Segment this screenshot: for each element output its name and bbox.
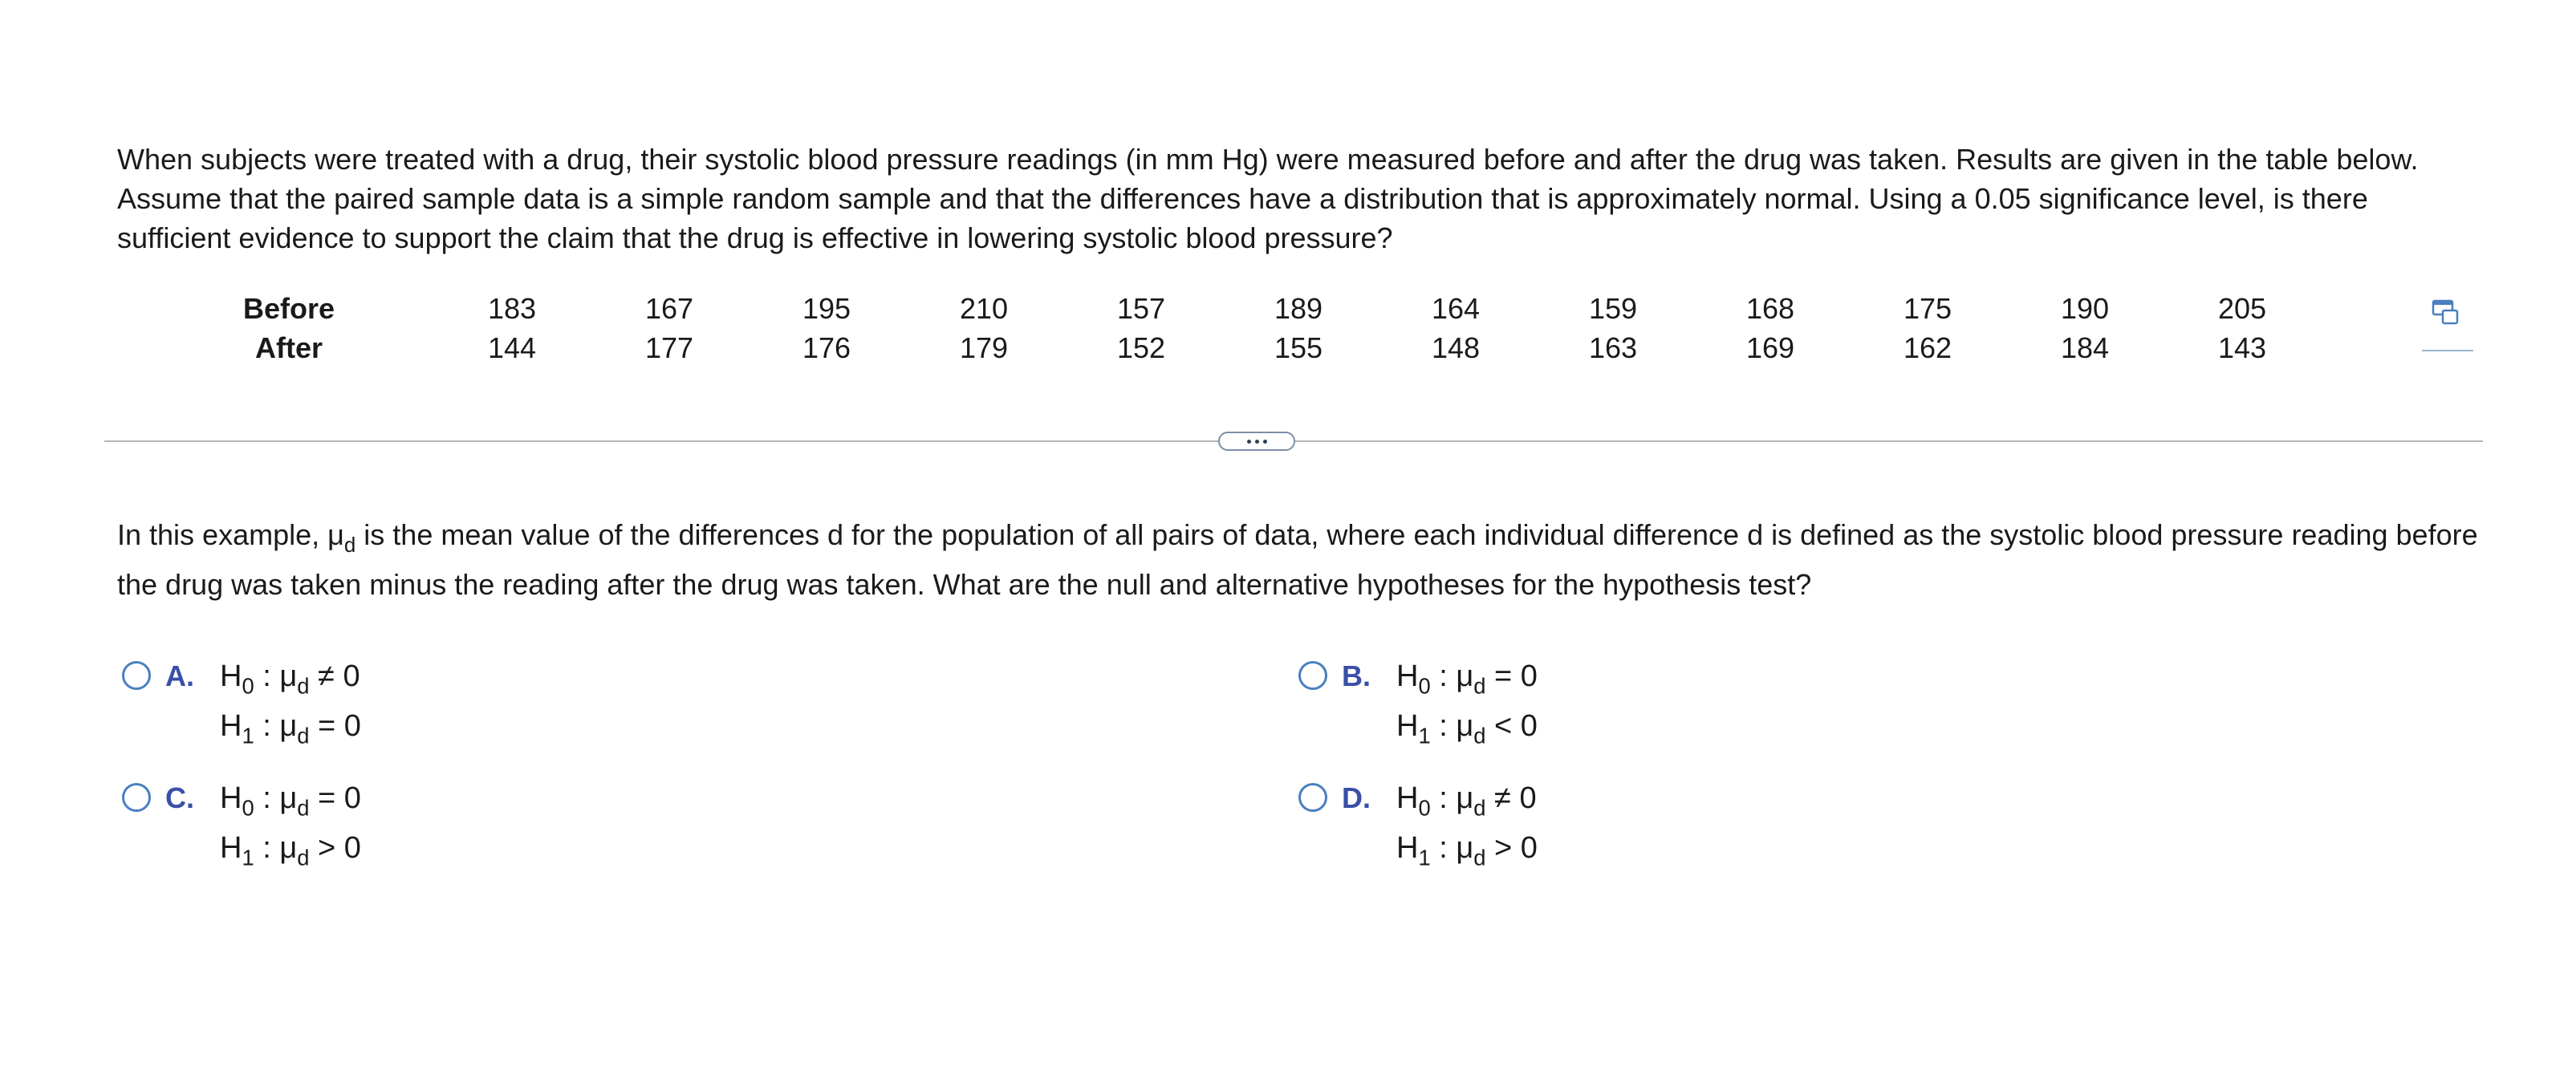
alternative-hypothesis: $H_1$ : $\mu_d < 0$ [1396,709,1538,748]
table-row-after [217,328,2321,367]
table-cell: 163 [1588,331,1638,364]
alternative-hypothesis: $H_1$ : $\mu_d > 0$ [220,831,361,870]
option-letter-c: C. [165,781,194,814]
option-b-hypotheses [1396,651,1538,751]
dot [1263,440,1267,444]
radio-button-b[interactable] [1298,661,1327,690]
table-cell: 190 [2060,291,2110,325]
copy-data-icon[interactable] [2432,298,2459,326]
table-cell: 168 [1745,291,1795,325]
dot [1247,440,1251,444]
table-cell: 175 [1903,291,1952,325]
option-a[interactable] [122,656,361,751]
table-cell: 152 [1116,331,1166,364]
radio-button-a[interactable] [122,661,151,690]
dot [1255,440,1259,444]
option-b[interactable] [1298,656,1538,751]
null-hypothesis: $H_0$ : $\mu_d = 0$ [220,781,361,821]
table-cell: 179 [959,331,1009,364]
table-cell: 210 [959,291,1009,325]
table-cell: 148 [1431,331,1481,364]
more-dots-button[interactable] [1218,432,1295,451]
option-letter-a: A. [165,659,194,692]
table-cell: 184 [2060,331,2110,364]
row-label-before: Before [242,291,335,325]
table-cell: 155 [1274,331,1323,364]
problem-statement: When subjects were treated with a drug, their systolic blood pressure readings (in mm Hg) were measured before and after the drug was taken. Results are given in the table below. Assume that the paired sample data is a simple random sample and that the differences have a distribution that is approximately normal. Using a 0.05 significance level, is there sufficient evidence to support the claim that the drug is effective in lowering systolic blood pressure? [117,143,2419,254]
table-cell: 157 [1116,291,1166,325]
null-hypothesis: $H_0$ : $\mu_d = 0$ [1396,659,1538,699]
alternative-hypothesis: $H_1$ : $\mu_d > 0$ [1396,831,1538,870]
table-cell: 189 [1274,291,1323,325]
paired-data-table [217,289,2321,367]
table-cell: 169 [1745,331,1795,364]
row-label-after: After [254,331,323,364]
copy-icon-underline [2422,350,2473,351]
table-cell: 195 [802,291,851,325]
alternative-hypothesis: $H_1$ : $\mu_d = 0$ [220,709,361,748]
table-cell: 176 [802,331,851,364]
null-hypothesis: $H_0$ : $\mu_d \ne 0$ [220,659,360,699]
table-cell: 183 [487,291,537,325]
table-cell: 177 [644,331,694,364]
table-row-before [217,289,2321,328]
question-prompt: In this example, $\mu_d$ is the mean value of the differences d for the population of all pairs of data, where each individual difference d is defined as the systolic blood pressure reading before the drug was taken minus the reading after the drug was taken. What are the null and alternative hypotheses for the hypothesis test? [117,518,2478,601]
option-d-hypotheses [1396,773,1538,873]
option-letter-b: B. [1342,659,1371,692]
option-a-hypotheses [220,651,361,751]
radio-button-d[interactable] [1298,783,1327,812]
table-cell: 167 [644,291,694,325]
option-c[interactable] [122,778,361,873]
option-letter-d: D. [1342,781,1371,814]
table-cell: 159 [1588,291,1638,325]
table-cell: 144 [487,331,537,364]
radio-button-c[interactable] [122,783,151,812]
table-cell: 205 [2217,291,2267,325]
option-c-hypotheses [220,773,361,873]
option-d[interactable] [1298,778,1538,873]
null-hypothesis: $H_0$ : $\mu_d \ne 0$ [1396,781,1537,821]
table-cell: 143 [2217,331,2267,364]
table-cell: 164 [1431,291,1481,325]
table-cell: 162 [1903,331,1952,364]
